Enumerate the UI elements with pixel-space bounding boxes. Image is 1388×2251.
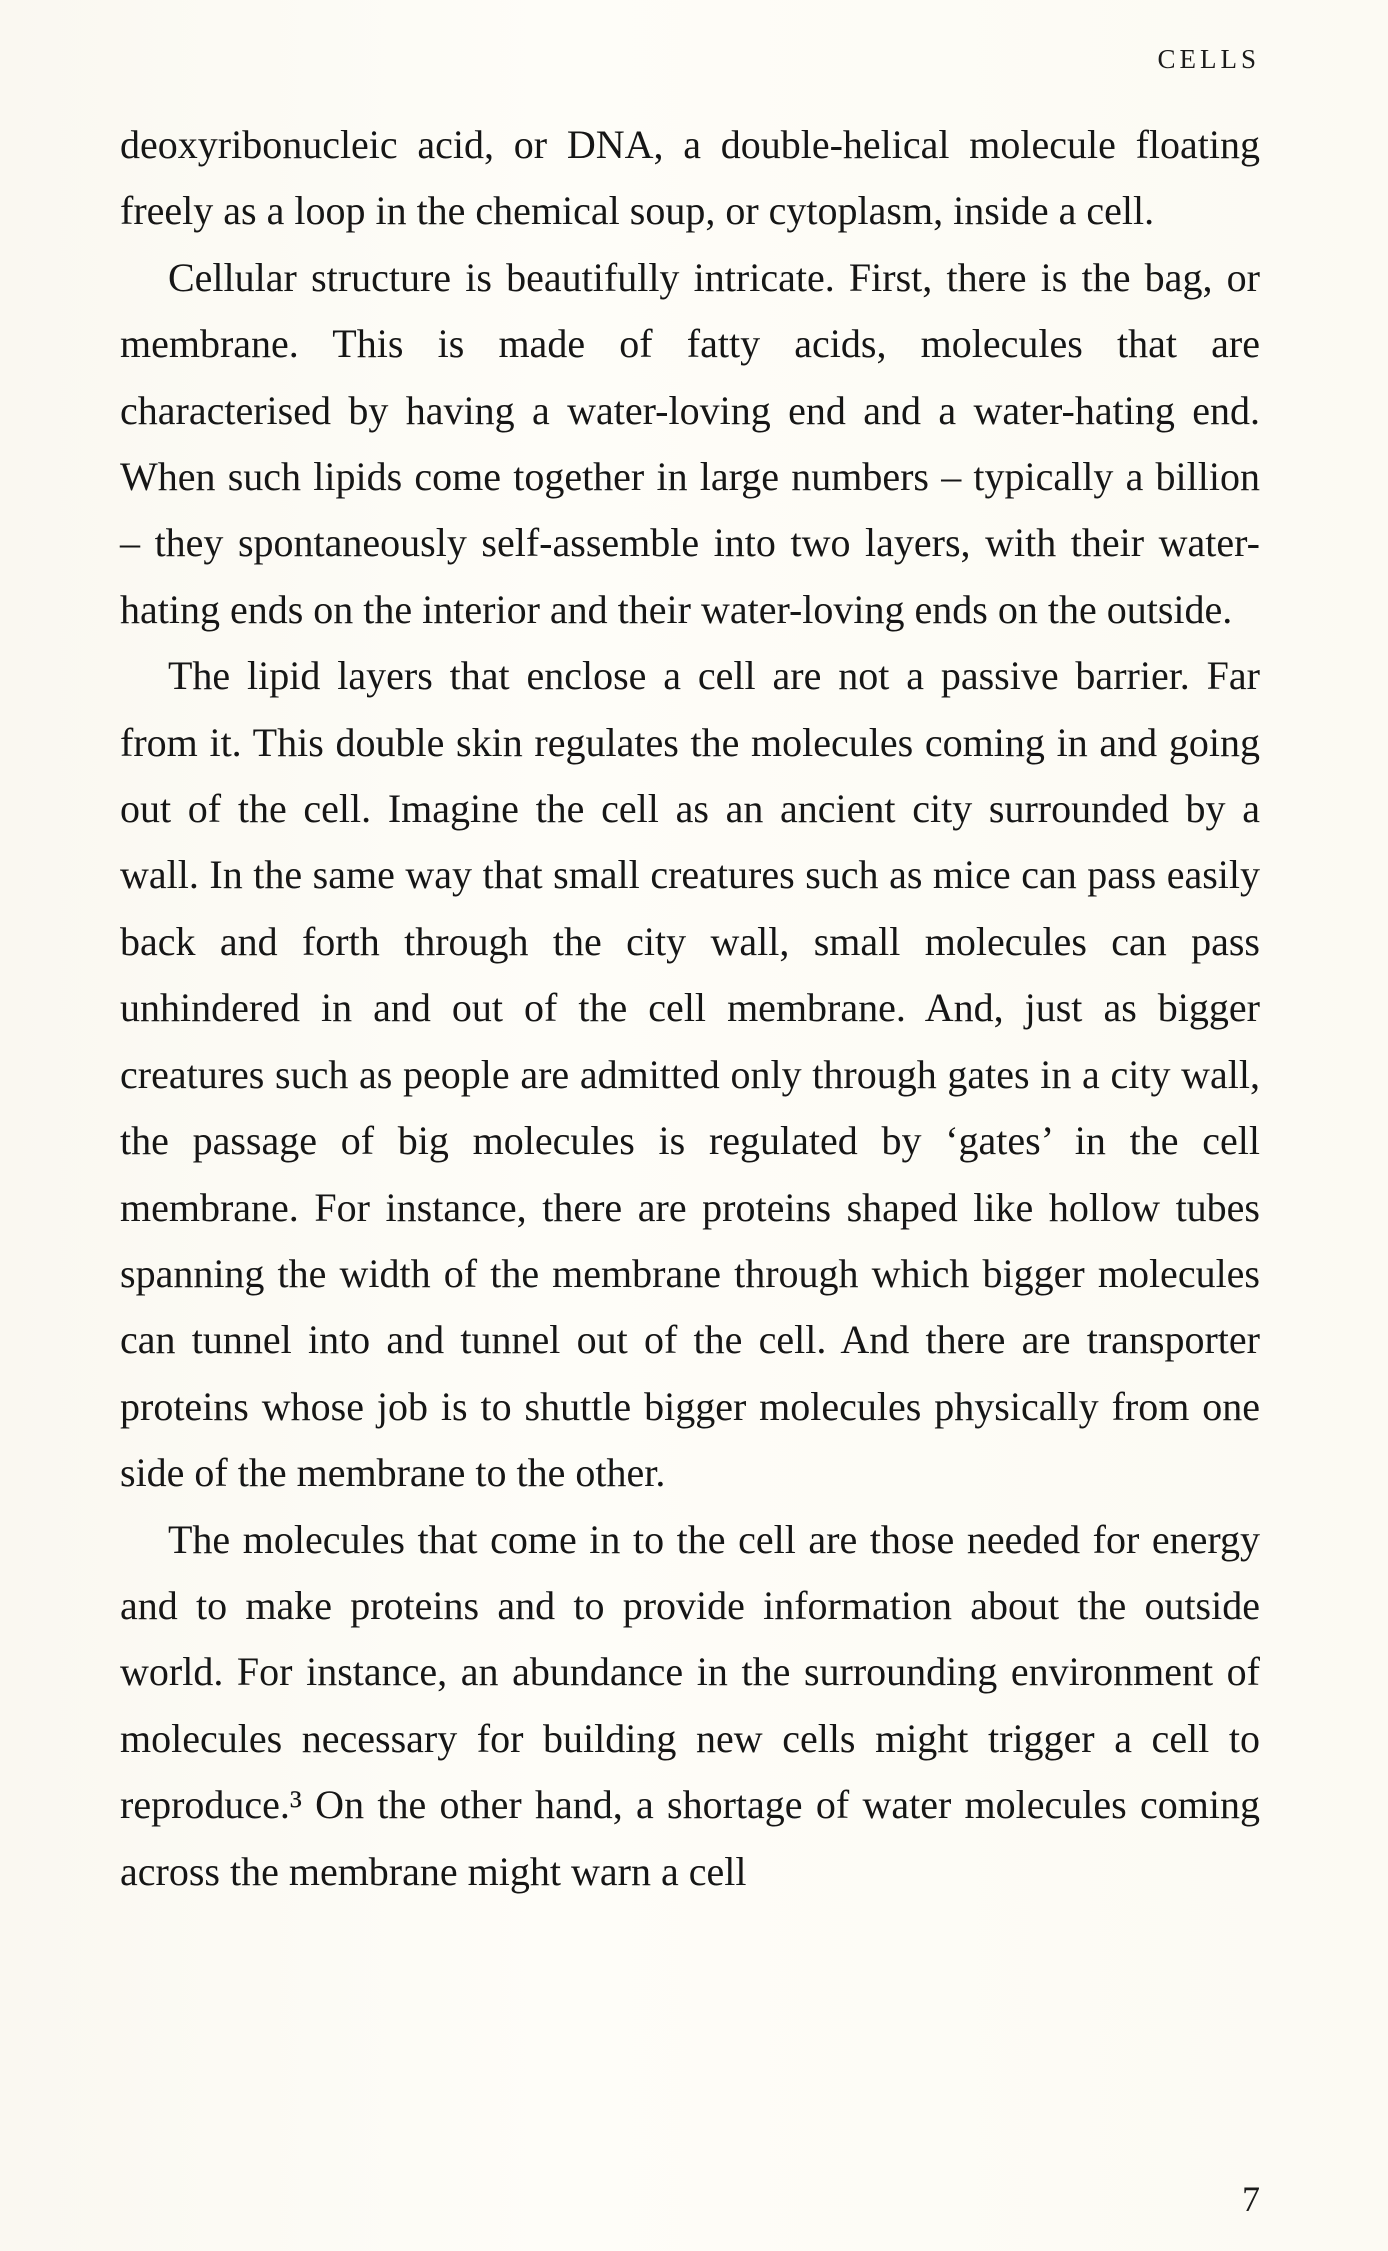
body-text (120, 112, 1260, 1905)
paragraph-1: deoxyribonucleic acid, or DNA, a double-helical molecule floating freely as a loop in the chemical soup, or cytoplasm, inside a cell. (120, 122, 1260, 234)
page-number: 7 (1242, 2179, 1260, 2219)
running-head: CELLS (1157, 44, 1260, 74)
paragraph-3: The lipid layers that enclose a cell are not a passive barrier. Far from it. This double skin regulates the molecules coming in and going out of the cell. Imagine the cell as an ancient city surrounded by a wall. In the same way that small creatures such as mice can pass easily back and forth through the city wall, small molecules can pass unhindered in and out of the cell membrane. And, just as bigger creatures such as people are admitted only through gates in a city wall, the passage of big molecules is regulated by ‘gates’ in the cell membrane. For instance, there are proteins shaped like hollow tubes spanning the width of the membrane through which bigger molecules can tunnel into and tunnel out of the cell. And there are transporter proteins whose job is to shuttle bigger molecules physically from one side of the membrane to the other. (120, 653, 1260, 1496)
paragraph-4: The molecules that come in to the cell are those needed for energy and to make proteins and to provide information about the outside world. For instance, an abundance in the surrounding environment of molecules necessary for building new cells might trigger a cell to reproduce.³ On the other hand, a shortage of water molecules coming across the membrane might warn a cell (120, 1516, 1260, 1894)
paragraph-2: Cellular structure is beautifully intricate. First, there is the bag, or membrane. This is made of fatty acids, molecules that are characterised by having a water-loving end and a water-hating end. When such lipids come together in large numbers – typically a billion – they spontaneously self-assemble into two layers, with their water-hating ends on the interior and their water-loving ends on the outside. (120, 254, 1260, 632)
